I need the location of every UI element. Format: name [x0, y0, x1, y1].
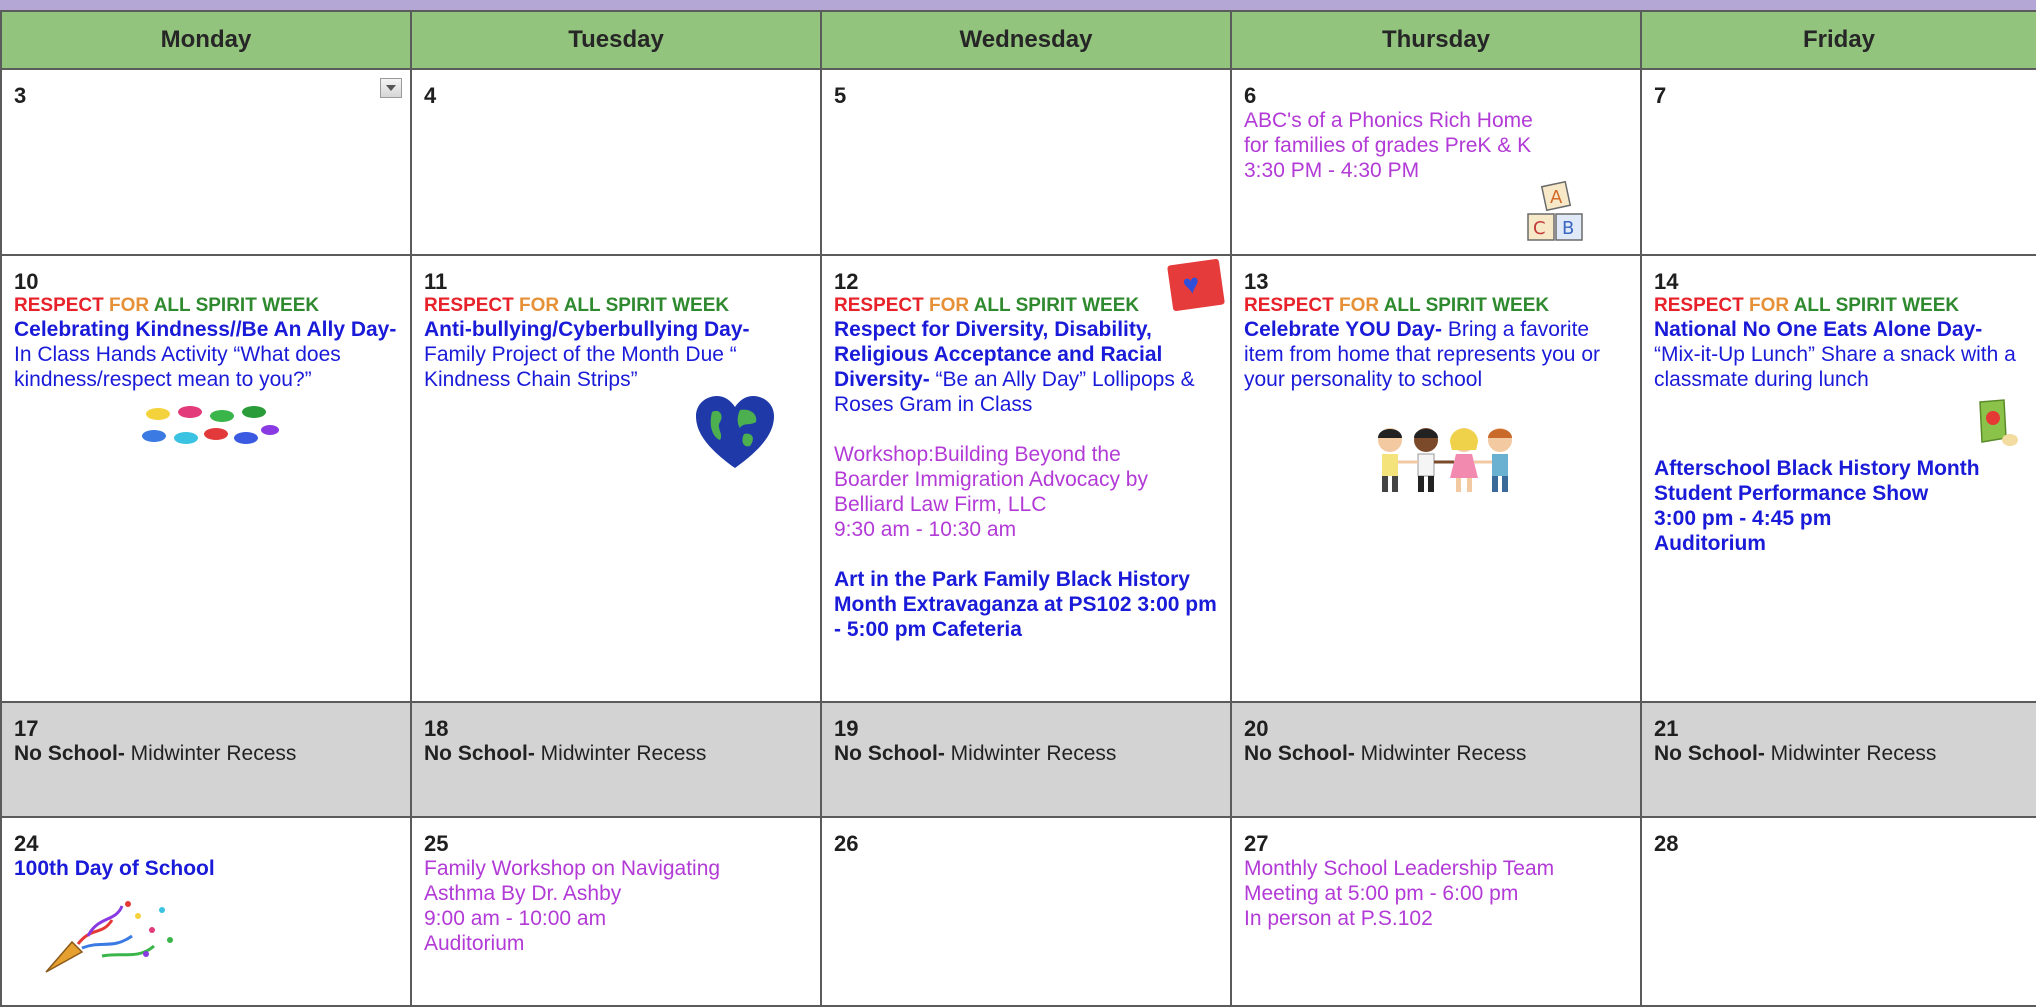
no-school-text: No School- Midwinter Recess [424, 742, 707, 766]
event-text: Asthma By Dr. Ashby [424, 881, 622, 905]
svg-text:B: B [1562, 218, 1575, 239]
day-cell-28[interactable] [1641, 817, 2036, 1006]
no-school-text: No School- Midwinter Recess [1654, 742, 1937, 766]
day-cell-25[interactable] [411, 817, 821, 1006]
header-wednesday: Wednesday [821, 11, 1231, 69]
event-text: National No One Eats Alone Day- “Mix-it-Up Lunch” Share a snack with a classmate during lunch [1654, 318, 2016, 392]
no-school-text: No School- Midwinter Recess [14, 742, 297, 766]
world-heart-image [694, 394, 776, 472]
svg-text:A: A [1550, 187, 1563, 208]
event-text: Celebrating Kindness//Be An Ally Day- In Class Hands Activity “What does kindness/respect mean to you?” [14, 318, 397, 392]
event-location: Auditorium [424, 931, 525, 955]
day-cell-24[interactable] [1, 817, 411, 1006]
children-holding-hands-image [1372, 424, 1518, 496]
day-number: 3 [14, 83, 27, 108]
event-time: 9:00 am - 10:00 am [424, 906, 607, 930]
day-cell-4[interactable] [411, 69, 821, 255]
afterschool-event: Afterschool Black History Month [1654, 457, 1980, 481]
day-cell-27[interactable] [1231, 817, 1641, 1006]
event-time: 3:30 PM - 4:30 PM [1244, 159, 1420, 182]
spirit-week-banner: RESPECT FOR ALL SPIRIT WEEK [1654, 295, 1960, 317]
header-monday: Monday [1, 11, 411, 69]
day-cell-26[interactable] [821, 817, 1231, 1006]
no-school-text: No School- Midwinter Recess [834, 742, 1117, 766]
day-cell-13[interactable] [1231, 255, 1641, 702]
week-row [1, 255, 2036, 702]
alphabet-blocks-image [1522, 180, 1594, 250]
no-school-text: No School- Midwinter Recess [1244, 742, 1527, 766]
day-cell-12[interactable] [821, 255, 1231, 702]
afterschool-event-time: 3:00 pm - 4:45 pm [1654, 507, 1832, 531]
workshop-text: Boarder Immigration Advocacy by [834, 468, 1148, 492]
week-row [1, 817, 2036, 1006]
day-number: 25 [424, 830, 449, 856]
event-text: Meeting at 5:00 pm - 6:00 pm [1244, 881, 1519, 905]
weekday-header-row [1, 11, 2036, 69]
day-cell-18[interactable] [411, 702, 821, 816]
week-row [1, 69, 2036, 255]
day-cell-6[interactable] [1231, 69, 1641, 255]
art-in-park-event: Art in the Park Family Black History Month Extravaganza at PS102 3:00 pm - 5:00 pm Cafeteria [834, 568, 1217, 642]
day-cell-21[interactable] [1641, 702, 2036, 816]
day-cell-14[interactable] [1641, 255, 2036, 702]
spirit-week-banner: RESPECT FOR ALL SPIRIT WEEK [14, 295, 320, 317]
svg-text:C: C [1533, 218, 1546, 239]
week-row [1, 702, 2036, 816]
day-number: 6 [1244, 83, 1257, 108]
afterschool-event-location: Auditorium [1654, 532, 1766, 556]
spirit-week-banner: RESPECT FOR ALL SPIRIT WEEK [1244, 295, 1550, 317]
snack-bag-image [1976, 398, 2020, 448]
header-thursday: Thursday [1231, 11, 1641, 69]
day-cell-11[interactable] [411, 255, 821, 702]
event-text: Respect for Diversity, Disability, Religious Acceptance and Racial Diversity- “Be an Ally Day” Lollipops & Roses Gram in Class [834, 318, 1195, 417]
workshop-time: 9:30 am - 10:30 am [834, 518, 1017, 542]
workshop-text: Belliard Law Firm, LLC [834, 493, 1047, 517]
day-number: 20 [1244, 716, 1269, 742]
cell-dropdown-button[interactable] [380, 78, 402, 98]
day-cell-17[interactable] [1, 702, 411, 816]
day-cell-19[interactable] [821, 702, 1231, 816]
day-number: 10 [14, 269, 39, 295]
day-number: 28 [1654, 830, 1679, 856]
event-text: ABC's of a Phonics Rich Home [1244, 109, 1533, 132]
day-cell-5[interactable] [821, 69, 1231, 255]
spirit-week-banner: RESPECT FOR ALL SPIRIT WEEK [424, 295, 730, 317]
event-text: Monthly School Leadership Team [1244, 856, 1555, 880]
heart-icon: ♥ [1180, 267, 1202, 301]
top-bar [0, 0, 2036, 10]
day-number: 18 [424, 716, 449, 742]
day-cell-7[interactable] [1641, 69, 2036, 255]
afterschool-event: Student Performance Show [1654, 482, 1929, 506]
day-number: 12 [834, 269, 859, 295]
event-text: 100th Day of School [14, 856, 215, 880]
calendar-grid [0, 10, 2036, 1007]
day-number: 4 [424, 83, 437, 108]
heart-sticker-image [1167, 259, 1225, 312]
day-number: 26 [834, 830, 859, 856]
header-tuesday: Tuesday [411, 11, 821, 69]
spirit-week-banner: RESPECT FOR ALL SPIRIT WEEK [834, 295, 1140, 317]
header-friday: Friday [1641, 11, 2036, 69]
day-number: 14 [1654, 269, 1679, 295]
day-number: 19 [834, 716, 859, 742]
colorful-hands-image [142, 404, 282, 450]
party-popper-image [42, 896, 202, 976]
day-number: 11 [424, 269, 448, 295]
day-number: 13 [1244, 269, 1269, 295]
day-number: 24 [14, 830, 39, 856]
event-text: Anti-bullying/Cyberbullying Day- Family Project of the Month Due “ Kindness Chain Strips” [424, 318, 750, 392]
event-text: Celebrate YOU Day- Bring a favorite item from home that represents you or your personality to school [1244, 318, 1600, 392]
day-number: 5 [834, 83, 847, 108]
event-text: Family Workshop on Navigating [424, 856, 721, 880]
day-number: 7 [1654, 83, 1667, 108]
day-number: 21 [1654, 716, 1679, 742]
day-cell-3[interactable] [1, 69, 411, 255]
day-number: 27 [1244, 830, 1269, 856]
day-cell-10[interactable] [1, 255, 411, 702]
day-number: 17 [14, 716, 39, 742]
workshop-text: Workshop:Building Beyond the [834, 443, 1121, 467]
day-cell-20[interactable] [1231, 702, 1641, 816]
event-location: In person at P.S.102 [1244, 906, 1433, 930]
event-text: for families of grades PreK & K [1244, 134, 1532, 157]
